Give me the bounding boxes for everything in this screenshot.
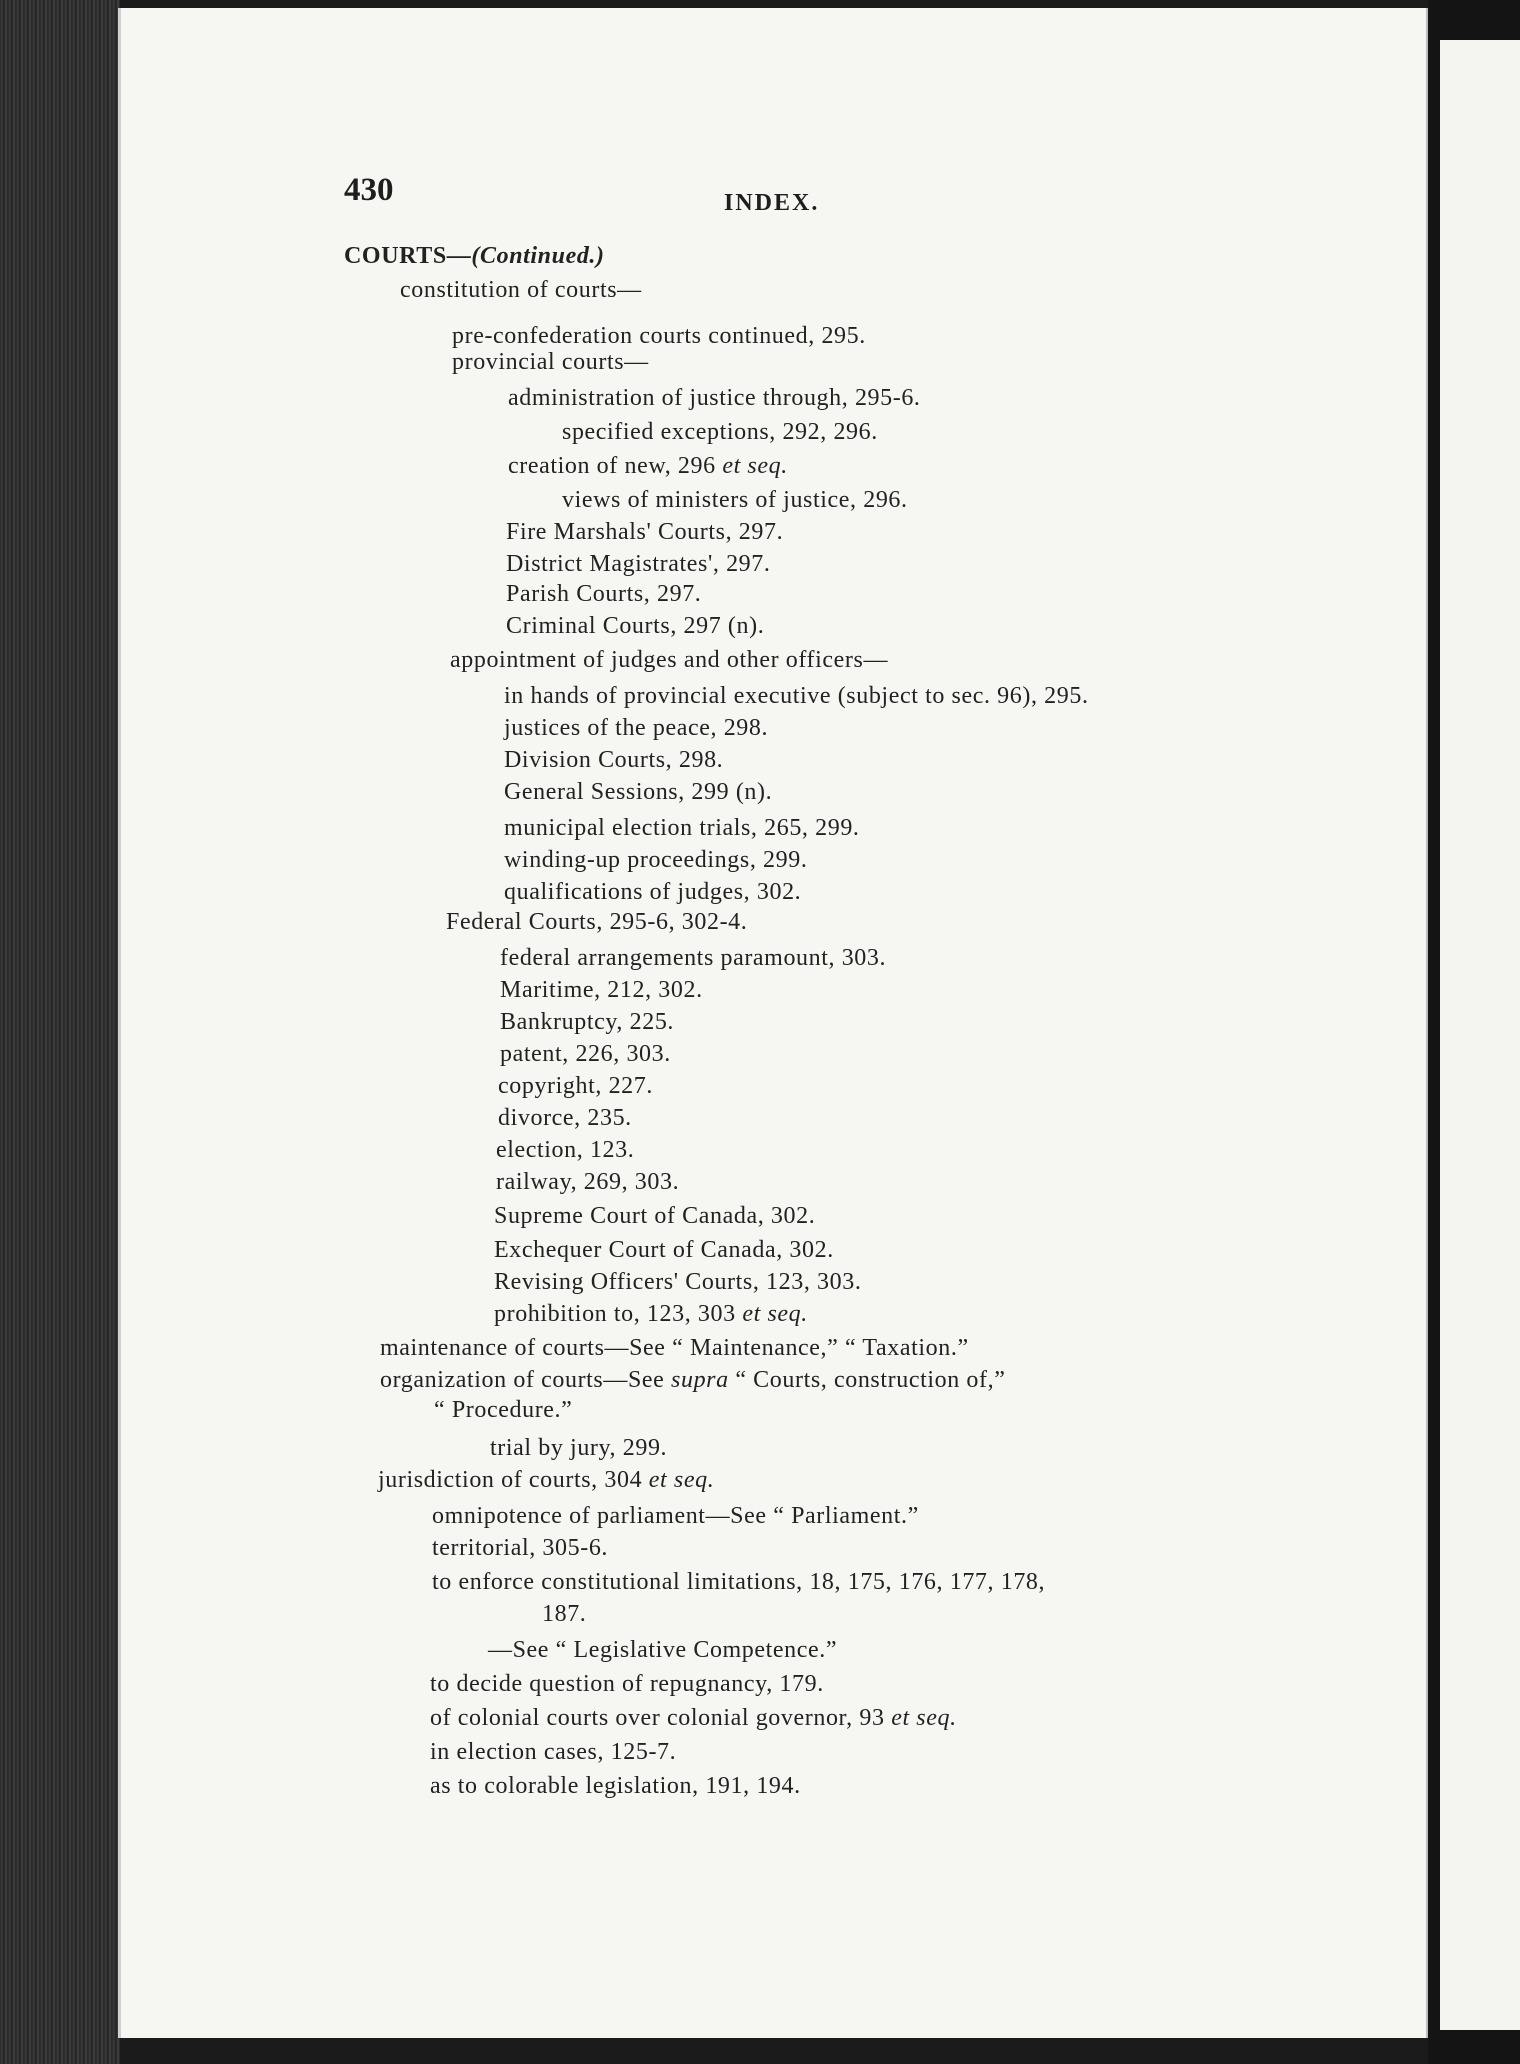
index-entry bbox=[400, 276, 642, 304]
book-page-edges bbox=[0, 0, 120, 2064]
index-entry-text: Revising Officers' Courts, 123, 303. bbox=[494, 1269, 862, 1295]
index-entry bbox=[430, 1704, 957, 1732]
index-entry-text: in election cases, 125-7. bbox=[430, 1739, 677, 1765]
index-entry bbox=[500, 1008, 674, 1036]
index-entry-text: omnipotence of parliament—See “ Parliament.” bbox=[432, 1503, 919, 1529]
index-entry-text: organization of courts—See bbox=[380, 1367, 672, 1393]
index-entry bbox=[506, 580, 701, 608]
index-entry bbox=[504, 682, 1089, 710]
index-entry bbox=[500, 1040, 671, 1068]
index-entry-text: General Sessions, 299 (n). bbox=[504, 779, 773, 805]
index-entry-italic: et seq. bbox=[742, 1301, 808, 1327]
index-entry bbox=[450, 646, 888, 674]
index-entry bbox=[562, 486, 908, 514]
index-entry-text: patent, 226, 303. bbox=[500, 1041, 671, 1067]
page-number: 430 bbox=[344, 172, 394, 208]
index-entry-text: maintenance of courts—See “ Maintenance,” “ Taxation.” bbox=[380, 1335, 969, 1361]
index-entry bbox=[430, 1670, 824, 1698]
index-entry-italic: et seq. bbox=[891, 1705, 957, 1731]
index-entry-text: COURTS— bbox=[344, 243, 472, 269]
index-entry-text-after: “ Courts, construction of,” bbox=[728, 1367, 1006, 1393]
index-entry-italic: (Continued.) bbox=[471, 243, 605, 269]
index-entry-text: as to colorable legislation, 191, 194. bbox=[430, 1773, 801, 1799]
index-entry bbox=[494, 1202, 815, 1230]
index-entry bbox=[378, 1466, 714, 1494]
facing-page-strip bbox=[1440, 40, 1520, 2030]
index-entry bbox=[452, 322, 866, 350]
index-entry-text: Division Courts, 298. bbox=[504, 747, 724, 773]
index-entry bbox=[434, 1396, 572, 1424]
index-entry-text: views of ministers of justice, 296. bbox=[562, 487, 908, 513]
index-entry-text: to decide question of repugnancy, 179. bbox=[430, 1671, 824, 1697]
index-entry bbox=[504, 846, 807, 874]
index-entry bbox=[496, 1168, 679, 1196]
index-entry bbox=[504, 814, 860, 842]
index-entry-text: winding-up proceedings, 299. bbox=[504, 847, 808, 873]
index-entry-text: to enforce constitutional limitations, 18, 175, 176, 177, 178, bbox=[432, 1569, 1046, 1595]
index-entry-text: election, 123. bbox=[496, 1137, 635, 1163]
index-entry bbox=[504, 878, 801, 906]
index-entry bbox=[432, 1502, 919, 1530]
index-entry-text: —See “ Legislative Competence.” bbox=[488, 1637, 838, 1663]
index-entry-text: in hands of provincial executive (subject to sec. 96), 295. bbox=[504, 683, 1089, 709]
index-entry bbox=[562, 418, 878, 446]
index-entry-text: prohibition to, 123, 303 bbox=[494, 1301, 743, 1327]
index-entry bbox=[500, 944, 886, 972]
index-entry-text: 187. bbox=[542, 1601, 587, 1627]
index-entry bbox=[506, 518, 783, 546]
index-entry-text: Maritime, 212, 302. bbox=[500, 977, 703, 1003]
index-entry-text: Parish Courts, 297. bbox=[506, 581, 702, 607]
index-entry-text: Supreme Court of Canada, 302. bbox=[494, 1203, 816, 1229]
index-entry-text: pre-confederation courts continued, 295. bbox=[452, 323, 866, 349]
index-entry bbox=[542, 1600, 586, 1628]
index-entry-italic: supra bbox=[671, 1367, 729, 1393]
index-entry-text: District Magistrates', 297. bbox=[506, 551, 771, 577]
index-entry-text: constitution of courts— bbox=[400, 277, 642, 303]
index-entry-text: Criminal Courts, 297 (n). bbox=[506, 613, 765, 639]
index-entry bbox=[380, 1334, 969, 1362]
index-entry-text: federal arrangements paramount, 303. bbox=[500, 945, 887, 971]
index-entry bbox=[496, 1136, 634, 1164]
index-entry-text: justices of the peace, 298. bbox=[504, 715, 769, 741]
index-entry-text: jurisdiction of courts, 304 bbox=[378, 1467, 649, 1493]
index-entry bbox=[506, 550, 771, 578]
index-entry bbox=[446, 908, 747, 936]
index-entry bbox=[494, 1236, 834, 1264]
index-entry-text: qualifications of judges, 302. bbox=[504, 879, 802, 905]
index-entry bbox=[432, 1568, 1045, 1596]
index-entry bbox=[498, 1072, 653, 1100]
index-entry bbox=[432, 1534, 608, 1562]
index-entry-text: creation of new, 296 bbox=[508, 453, 723, 479]
index-entry bbox=[494, 1268, 861, 1296]
index-entry-text: railway, 269, 303. bbox=[496, 1169, 680, 1195]
index-entry bbox=[430, 1738, 676, 1766]
index-entry bbox=[488, 1636, 837, 1664]
index-entry-text: Exchequer Court of Canada, 302. bbox=[494, 1237, 834, 1263]
index-entry bbox=[452, 348, 649, 376]
index-entry-text: administration of justice through, 295-6. bbox=[508, 385, 921, 411]
index-entry-text: of colonial courts over colonial governor, 93 bbox=[430, 1705, 892, 1731]
index-entry bbox=[504, 746, 723, 774]
index-entry-text: territorial, 305-6. bbox=[432, 1535, 609, 1561]
index-entry bbox=[494, 1300, 808, 1328]
index-entry bbox=[508, 452, 788, 480]
index-entry bbox=[506, 612, 764, 640]
index-entry-text: trial by jury, 299. bbox=[490, 1435, 668, 1461]
index-entry bbox=[498, 1104, 632, 1132]
index-entry-text: Fire Marshals' Courts, 297. bbox=[506, 519, 784, 545]
index-entry-text: Bankruptcy, 225. bbox=[500, 1009, 675, 1035]
index-entry bbox=[344, 242, 605, 270]
index-entry-text: municipal election trials, 265, 299. bbox=[504, 815, 860, 841]
index-entry-text: appointment of judges and other officers— bbox=[450, 647, 889, 673]
running-title: INDEX. bbox=[724, 190, 820, 216]
index-entry-italic: et seq. bbox=[722, 453, 788, 479]
index-entry bbox=[490, 1434, 667, 1462]
index-entry-text: “ Procedure.” bbox=[434, 1397, 573, 1423]
index-entry bbox=[430, 1772, 801, 1800]
index-entry bbox=[508, 384, 921, 412]
index-entry-text: specified exceptions, 292, 296. bbox=[562, 419, 878, 445]
index-entry-text: Federal Courts, 295-6, 302-4. bbox=[446, 909, 748, 935]
index-entry bbox=[500, 976, 703, 1004]
index-entry-text: divorce, 235. bbox=[498, 1105, 632, 1131]
index-entry-text: copyright, 227. bbox=[498, 1073, 653, 1099]
index-entry-italic: et seq. bbox=[648, 1467, 715, 1493]
index-entry bbox=[380, 1366, 1005, 1394]
index-entry bbox=[504, 714, 768, 742]
book-page bbox=[118, 8, 1428, 2038]
index-entry bbox=[504, 778, 772, 806]
index-entry-text: provincial courts— bbox=[452, 349, 649, 375]
